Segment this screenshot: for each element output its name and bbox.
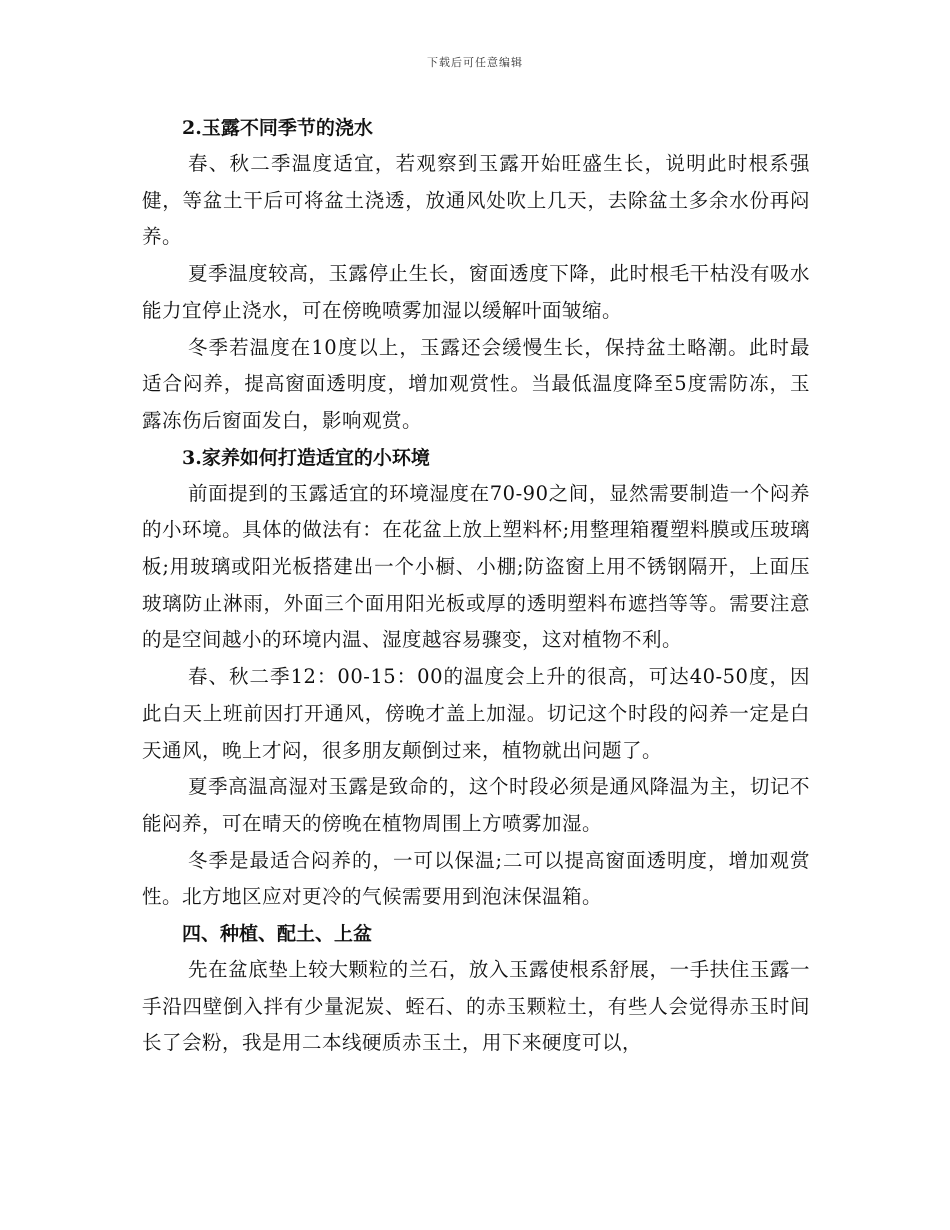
paragraph-summer-ventilation: 夏季高温高湿对玉露是致命的，这个时段必须是通风降温为主，切记不能闷养，可在晴天的傍晚在植物周围上方喷雾加湿。 <box>142 775 810 835</box>
paragraph-winter-enclosure: 冬季是最适合闷养的，一可以保温;二可以提高窗面透明度，增加观赏性。北方地区应对更冷的气候需要用到泡沫保温箱。 <box>142 848 810 909</box>
section-heading-environment: 3.家养如何打造适宜的小环境 <box>182 446 430 469</box>
paragraph-spring-autumn-watering: 春、秋二季温度适宜，若观察到玉露开始旺盛生长，说明此时根系强健，等盆土干后可将盆土浇透，放通风处吹上几天，去除盆土多余水份再闷养。 <box>142 152 810 249</box>
paragraph-humidity-environment: 前面提到的玉露适宜的环境湿度在70-90之间，显然需要制造一个闷养的小环境。具体的做法有：在花盆上放上塑料杯;用整理箱覆塑料膜或压玻璃板;用玻璃或阳光板搭建出一个小橱、小棚;防盗窗上用不锈钢隔开，上面压玻璃防止淋雨，外面三个面用阳光板或厚的透明塑料布遮挡等等。需要注意的是空间越小的环境内温、湿度越容易骤变，这对植物不利。 <box>142 481 810 652</box>
paragraph-winter-watering: 冬季若温度在10度以上，玉露还会缓慢生长，保持盆土略潮。此时最适合闷养，提高窗面透明度，增加观赏性。当最低温度降至5度需防冻，玉露冻伤后窗面发白，影响观赏。 <box>142 335 810 432</box>
section-heading-planting: 四、种植、配土、上盆 <box>182 923 373 946</box>
document-body <box>142 110 810 1062</box>
paragraph-spring-autumn-ventilation: 春、秋二季12：00-15：00的温度会上升的很高，可达40-50度，因此白天上班前因打开通风，傍晚才盖上加湿。切记这个时段的闷养一定是白天通风，晚上才闷，很多朋友颠倒过来，植物就出问题了。 <box>142 665 810 762</box>
section-heading-watering: 2.玉露不同季节的浇水 <box>182 117 373 139</box>
paragraph-summer-watering: 夏季温度较高，玉露停止生长，窗面透度下降，此时根毛干枯没有吸水能力宜停止浇水，可在傍晚喷雾加湿以缓解叶面皱缩。 <box>142 262 810 322</box>
header-note: 下载后可任意编辑 <box>427 56 523 69</box>
paragraph-planting-soil: 先在盆底垫上较大颗粒的兰石，放入玉露使根系舒展，一手扶住玉露一手沿四壁倒入拌有少量泥炭、蛭石、的赤玉颗粒土，有些人会觉得赤玉时间长了会粉，我是用二本线硬质赤玉土，用下来硬度可以， <box>142 958 810 1055</box>
